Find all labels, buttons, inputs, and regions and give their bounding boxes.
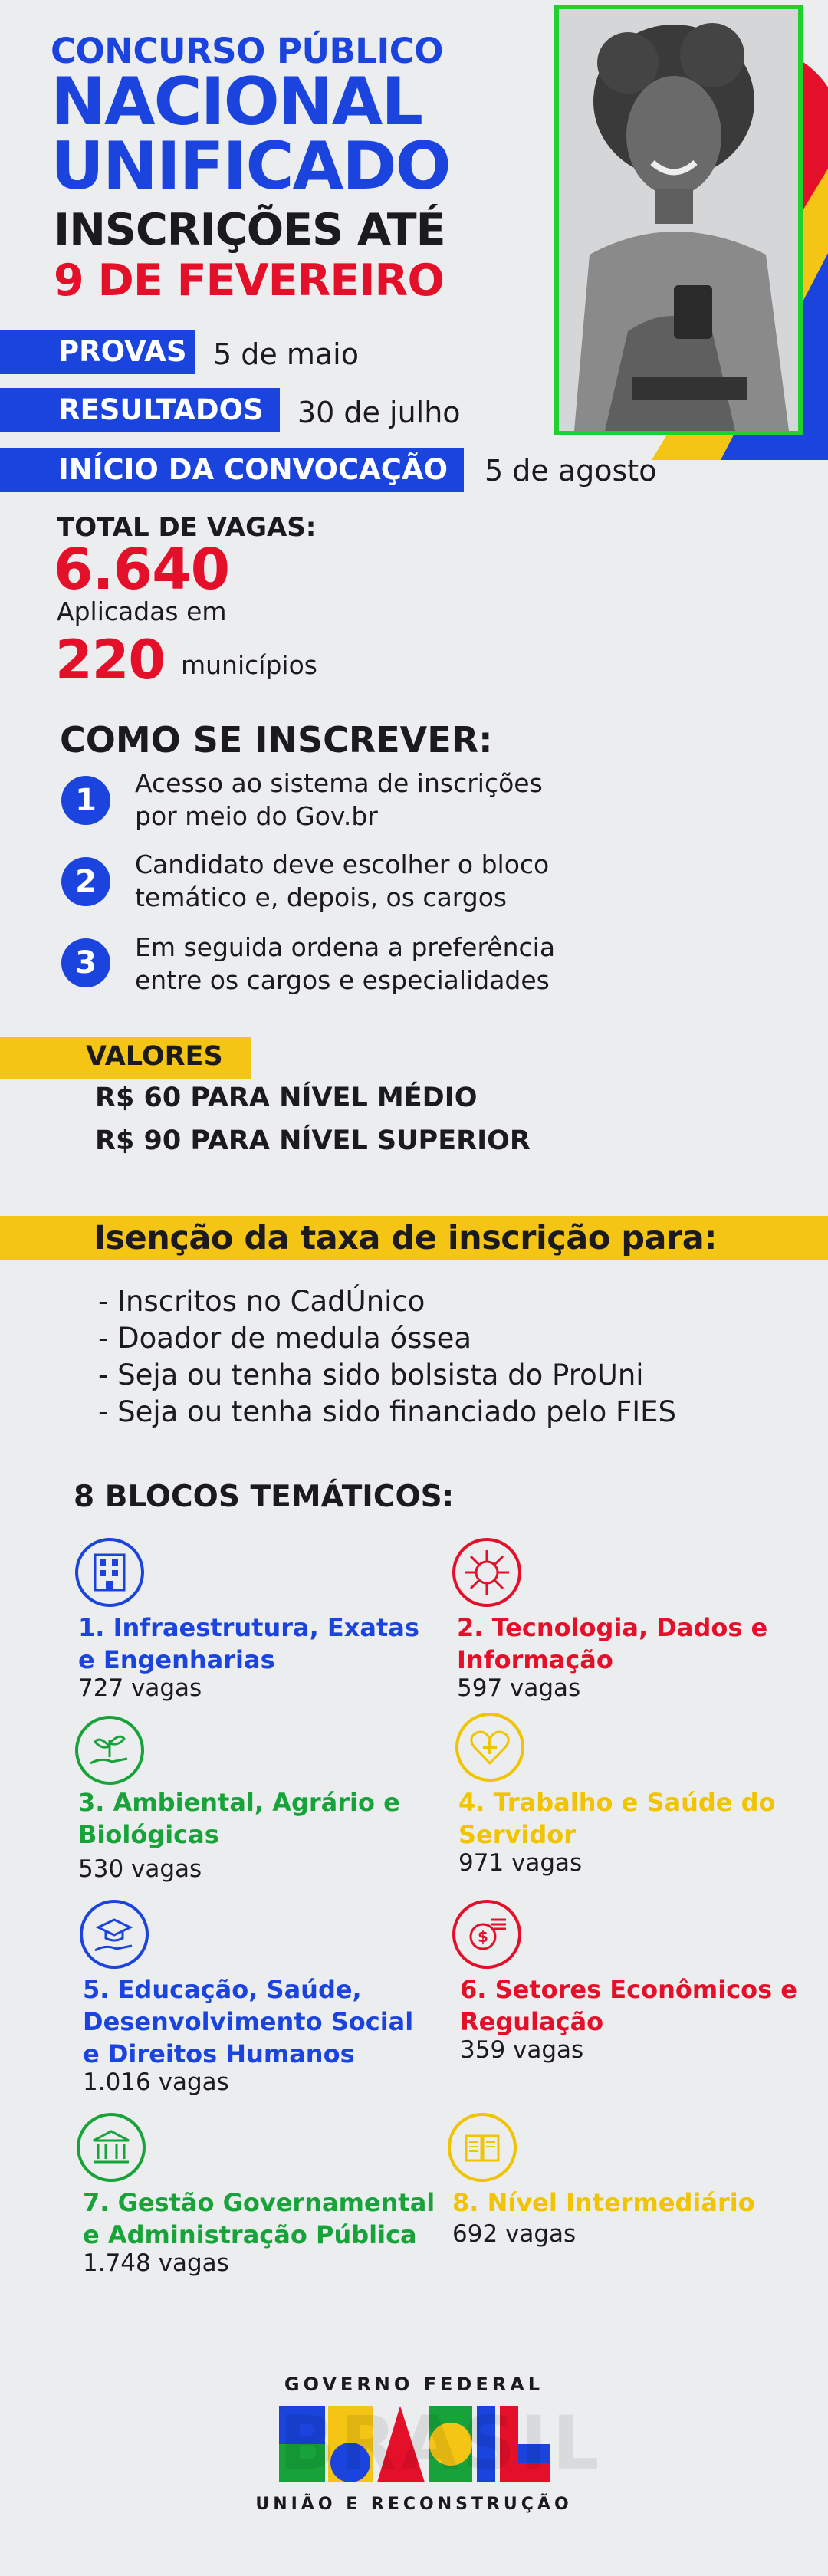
step-3-line1: Em seguida ordena a preferência	[135, 932, 556, 962]
bloco-7-title	[83, 2187, 435, 2251]
svg-text:$: $	[478, 1927, 488, 1946]
step-3-badge: 3	[61, 938, 110, 987]
bloco-6-title	[460, 1973, 797, 2038]
coins-icon	[452, 1900, 521, 1969]
bloco-5-line3: e Direitos Humanos	[83, 2039, 355, 2068]
bloco-1-vagas: 727 vagas	[78, 1674, 202, 1702]
header-line5: 9 DE FEVEREIRO	[54, 255, 444, 306]
step-1-badge: 1	[61, 776, 110, 825]
valores-medio: R$ 60 PARA NÍVEL MÉDIO	[95, 1083, 478, 1113]
bloco-3-vagas: 530 vagas	[78, 1855, 202, 1883]
bloco-5-line1: 5. Educação, Saúde,	[83, 1975, 362, 2004]
plant-hand-icon	[75, 1716, 144, 1785]
como-title: COMO SE INSCREVER:	[60, 719, 493, 761]
header-line4: INSCRIÇÕES ATÉ	[54, 205, 445, 255]
graduation-hand-icon	[80, 1900, 149, 1969]
isencao-item: - Seja ou tenha sido bolsista do ProUni	[98, 1359, 644, 1392]
isencao-item: - Inscritos no CadÚnico	[98, 1285, 426, 1318]
convocacao-value: 5 de agosto	[485, 454, 657, 488]
header-line1: CONCURSO PÚBLICO	[51, 31, 444, 71]
header-line3: UNIFICADO	[51, 128, 450, 205]
bloco-3-line2: Biológicas	[78, 1820, 219, 1849]
isencao-item: - Seja ou tenha sido financiado pelo FIES	[98, 1395, 677, 1428]
bloco-4-title	[458, 1786, 776, 1851]
municipios-text: municípios	[181, 650, 317, 680]
bloco-5-line2: Desenvolvimento Social	[83, 2007, 414, 2036]
footer-governo: GOVERNO FEDERAL	[284, 2374, 544, 2395]
bloco-6-vagas: 359 vagas	[460, 2036, 584, 2064]
bloco-2-title	[457, 1612, 767, 1676]
header-line2: NACIONAL	[51, 64, 422, 140]
resultados-value: 30 de julho	[297, 396, 461, 429]
municipios-number: 220	[55, 629, 166, 692]
provas-value: 5 de maio	[213, 337, 359, 371]
bloco-1-line1: 1. Infraestrutura, Exatas	[78, 1613, 419, 1642]
bloco-5-title	[83, 1973, 413, 2070]
bloco-1-title	[78, 1612, 419, 1676]
convocacao-label: INÍCIO DA CONVOCAÇÃO	[0, 448, 464, 492]
bloco-3-line1: 3. Ambiental, Agrário e	[78, 1788, 400, 1817]
heart-cross-icon	[455, 1713, 524, 1782]
government-building-icon	[77, 2113, 146, 2182]
bloco-6-line1: 6. Setores Econômicos e	[460, 1975, 797, 2004]
bloco-4-line1: 4. Trabalho e Saúde do	[458, 1788, 776, 1817]
book-icon	[448, 2113, 517, 2182]
bloco-4-vagas: 971 vagas	[458, 1849, 583, 1877]
bloco-2-line1: 2. Tecnologia, Dados e	[457, 1613, 768, 1642]
step-2-badge: 2	[61, 857, 110, 906]
isencao-title: Isenção da taxa de inscrição para:	[94, 1219, 717, 1257]
step-3-text	[135, 931, 555, 997]
resultados-label: RESULTADOS	[0, 388, 280, 432]
bloco-5-vagas: 1.016 vagas	[83, 2068, 229, 2096]
step-1-line1: Acesso ao sistema de inscrições	[135, 768, 543, 798]
bloco-8-vagas: 692 vagas	[452, 2220, 577, 2248]
circuit-icon	[452, 1538, 521, 1607]
isencao-item: - Doador de medula óssea	[98, 1322, 472, 1355]
footer-slogan: UNIÃO E RECONSTRUÇÃO	[255, 2495, 573, 2514]
brasil-logo-text: BRASIL	[279, 2400, 604, 2486]
brasil-logo	[279, 2400, 604, 2486]
step-1-text	[135, 767, 543, 833]
bloco-7-line1: 7. Gestão Governamental	[83, 2188, 435, 2217]
valores-superior: R$ 90 PARA NÍVEL SUPERIOR	[95, 1125, 531, 1156]
bloco-7-line2: e Administração Pública	[83, 2220, 417, 2249]
provas-label: PROVAS	[0, 330, 196, 374]
building-icon	[75, 1538, 144, 1607]
isencao-list	[98, 1283, 676, 1431]
bloco-8-line1: 8. Nível Intermediário	[452, 2188, 755, 2217]
step-2-line1: Candidato deve escolher o bloco	[135, 849, 550, 879]
bloco-1-line2: e Engenharias	[78, 1645, 275, 1674]
blocos-title: 8 BLOCOS TEMÁTICOS:	[74, 1480, 455, 1514]
bloco-4-line2: Servidor	[458, 1820, 577, 1849]
step-2-line2: temático e, depois, os cargos	[135, 882, 508, 912]
bloco-2-line2: Informação	[457, 1645, 613, 1674]
bloco-6-line2: Regulação	[460, 2007, 604, 2036]
person-photo	[554, 5, 803, 435]
step-2-text	[135, 848, 549, 914]
aplicadas-text: Aplicadas em	[57, 596, 227, 626]
bloco-7-vagas: 1.748 vagas	[83, 2249, 229, 2277]
valores-title: VALORES	[86, 1041, 223, 1072]
step-3-line2: entre os cargos e especialidades	[135, 965, 550, 995]
bloco-8-title	[452, 2187, 755, 2219]
total-vagas-number: 6.640	[54, 537, 230, 603]
bloco-2-vagas: 597 vagas	[457, 1674, 581, 1702]
total-vagas-label: TOTAL DE VAGAS:	[57, 512, 317, 543]
step-1-line2: por meio do Gov.br	[135, 801, 378, 831]
bloco-3-title	[78, 1786, 400, 1851]
